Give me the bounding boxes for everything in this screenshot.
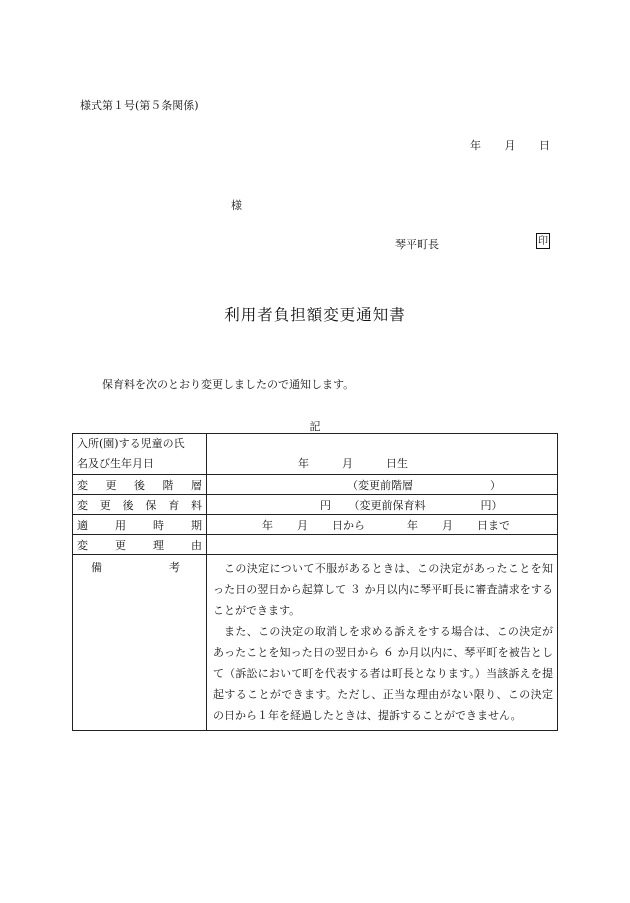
ki-heading: 記 [309,420,321,433]
fee-label: 変更後保育料 [73,495,207,515]
child-label-line2: 名及び生年月日 [77,457,154,470]
table-row-tier [73,475,558,495]
fee-prev-value: （変更前保育料 円） [348,498,503,512]
tier-label: 変更後階層 [73,475,207,495]
form-number-label: 様式第１号(第５条関係) [80,99,199,112]
period-from-day: 日から [332,518,365,532]
period-from-year: 年 [262,518,273,532]
remarks-label-cell [73,555,207,731]
month-label: 月 [504,139,516,152]
table-row-remarks [73,555,558,731]
period-to-month: 月 [442,518,453,532]
document-title: 利用者負担額変更通知書 [224,306,406,324]
period-label: 適用時期 [73,515,207,535]
period-from-month: 月 [297,518,308,532]
child-value-cell [207,434,558,475]
child-label-line1: 入所(園)する児童の氏 [77,437,185,450]
period-value [207,515,558,535]
intro-text: 保育料を次のとおり変更しましたので通知します。 [102,378,355,391]
fee-value [207,495,558,515]
day-label: 日 [539,139,550,152]
reason-value [207,535,558,555]
table-row-child [73,434,558,475]
issue-date [470,137,550,153]
reason-label: 変更理由 [73,535,207,555]
remarks-paragraph-2: また、この決定の取消しを求める訴えをする場合は、この決定があったことを知った日の翌日から ６ か月以内に、琴平町を被告として（訴訟において町を代表する者は町長となります。）当該訴えを提起することができます。ただし、正当な理由がない限り、この決定の日から１年を経過したときは、提訴することができません。 [213,625,553,722]
table-row-reason [73,535,558,555]
tier-value [207,475,558,495]
table-row-fee [73,495,558,515]
notice-table [72,433,558,731]
table-row-period [73,515,558,535]
remarks-label-2: 考 [169,561,180,574]
seal-mark: 印 [536,233,550,249]
recipient-suffix: 様 [231,199,242,212]
remarks-text-cell [207,555,558,731]
tier-prev-value: （変更前階層 ） [347,478,501,492]
period-to-year: 年 [407,518,418,532]
year-label: 年 [470,139,481,152]
child-birth-month: 月 [342,457,353,470]
remarks-label-1: 備 [91,561,102,574]
issuer-name: 琴平町長 [395,238,439,251]
child-birth-year: 年 [298,457,309,470]
remarks-paragraph-1: この決定について不服があるときは、この決定があったことを知った日の翌日から起算して ３ か月以内に琴平町長に審査請求をすることができます。 [213,562,553,617]
period-to-day: 日まで [477,518,510,532]
fee-yen: 円 [320,498,331,512]
child-birth-day: 日生 [386,457,408,470]
child-label-cell [73,434,207,475]
